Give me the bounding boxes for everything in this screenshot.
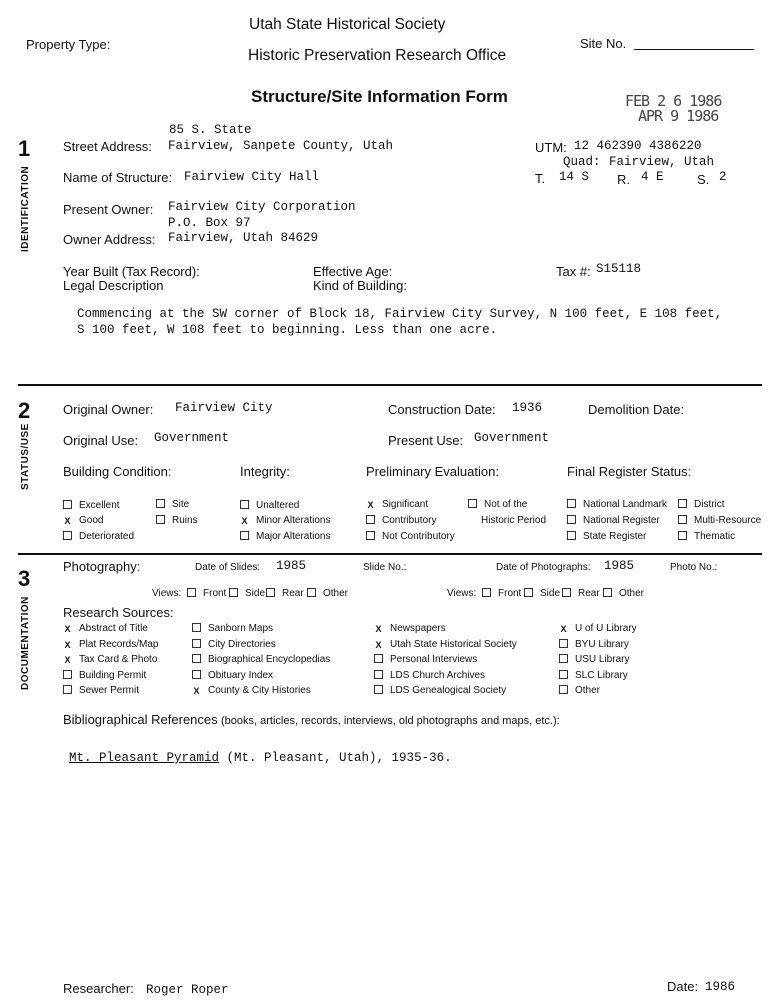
source-city-directories[interactable] [192, 639, 276, 650]
received-stamp-1: FEB 2 6 1986 [625, 92, 722, 110]
checkbox-label: Minor Alterations [256, 515, 331, 526]
section-divider-2 [18, 553, 762, 555]
demolition-date-label: Demolition Date: [588, 402, 685, 417]
photo-views-label: Views: [447, 588, 477, 599]
range-value: 4 E [641, 170, 664, 184]
legal-description-line2: S 100 feet, W 108 feet to beginning. Less than one acre. [77, 323, 498, 337]
checkbox-label: County & City Histories [208, 685, 311, 696]
final-register-status-label: Final Register Status: [567, 464, 692, 479]
checkbox-box[interactable] [482, 588, 491, 597]
checkbox-multi-resource[interactable] [678, 515, 761, 526]
checkbox-state-register[interactable] [567, 531, 646, 542]
checkbox-label: Side [540, 588, 561, 599]
checkbox-box-checked[interactable]: X [64, 624, 71, 634]
photo-no-label: Photo No.: [670, 562, 718, 573]
checkbox-box[interactable] [366, 515, 375, 524]
construction-date-label: Construction Date: [388, 402, 496, 417]
utm-value: 12 462390 4386220 [574, 139, 702, 153]
site-no-label: Site No. [580, 36, 627, 51]
checkbox-box-checked[interactable]: X [375, 624, 382, 634]
checkbox-label: Tax Card & Photo [79, 654, 158, 665]
slide-view-other[interactable] [307, 588, 348, 599]
received-stamp-2: APR 9 1986 [638, 107, 719, 125]
tax-number-label: Tax #: [556, 264, 591, 279]
checkbox-label: Contributory [382, 515, 437, 526]
checkbox-label: Newspapers [390, 623, 446, 634]
checkbox-label: U of U Library [575, 623, 637, 634]
source-plat-records[interactable] [63, 639, 158, 650]
checkbox-box[interactable] [559, 639, 568, 648]
street-address-line2: Fairview, Sanpete County, Utah [168, 139, 394, 153]
checkbox-box[interactable] [240, 531, 249, 540]
section-3-label: DOCUMENTATION [20, 596, 31, 690]
checkbox-label: Sewer Permit [79, 685, 140, 696]
checkbox-not-of-historic-period[interactable] [468, 499, 527, 510]
bibliography-entry [69, 751, 452, 765]
present-owner-label: Present Owner: [63, 202, 154, 217]
bibliography-details: (Mt. Pleasant, Utah), 1935-36. [219, 751, 452, 765]
section-2-label: STATUS/USE [20, 423, 31, 490]
source-slc-library[interactable] [559, 670, 628, 681]
checkbox-label: Rear [578, 588, 600, 599]
checkbox-box[interactable] [63, 500, 72, 509]
section-label: S. [697, 172, 710, 187]
checkbox-label: Other [619, 588, 645, 599]
checkbox-national-landmark[interactable] [567, 499, 667, 510]
checkbox-box[interactable] [192, 670, 201, 679]
checkbox-box[interactable] [374, 670, 383, 679]
slide-no-label: Slide No.: [363, 562, 407, 573]
checkbox-box[interactable] [156, 515, 165, 524]
present-owner-value: Fairview City Corporation [168, 200, 356, 214]
checkbox-label: Significant [382, 499, 429, 510]
checkbox-label: Utah State Historical Society [390, 639, 517, 650]
checkbox-box[interactable] [562, 588, 571, 597]
checkbox-thematic[interactable] [678, 531, 735, 542]
checkbox-box[interactable] [567, 531, 576, 540]
photo-view-front[interactable] [482, 588, 521, 599]
section-value: 2 [719, 170, 727, 184]
structure-name-value: Fairview City Hall [184, 170, 320, 184]
structure-name-label: Name of Structure: [63, 170, 173, 185]
tax-number-value: S15118 [596, 262, 642, 276]
original-use-label: Original Use: [63, 433, 139, 448]
checkbox-box-checked[interactable]: X [560, 624, 567, 634]
date-of-photographs-label: Date of Photographs: [496, 562, 591, 573]
utm-label: UTM: [535, 140, 567, 155]
source-byu-library[interactable] [559, 639, 629, 650]
checkbox-label: Biographical Encyclopedias [208, 654, 331, 665]
slide-view-rear[interactable] [266, 588, 304, 599]
township-value: 14 S [559, 170, 590, 184]
photo-view-rear[interactable] [562, 588, 600, 599]
historic-period-label: Historic Period [481, 515, 547, 526]
building-condition-label: Building Condition: [63, 464, 172, 479]
present-use-label: Present Use: [388, 433, 464, 448]
checkbox-major-alterations[interactable] [240, 531, 330, 542]
checkbox-site[interactable] [156, 499, 189, 510]
checkbox-box[interactable] [468, 499, 477, 508]
source-sanborn-maps[interactable] [192, 623, 273, 634]
bibliographical-references-label: Bibliographical References [63, 712, 218, 727]
street-address-label: Street Address: [63, 139, 152, 154]
date-label: Date: [667, 979, 699, 994]
checkbox-box[interactable] [63, 670, 72, 679]
range-label: R. [617, 172, 630, 187]
checkbox-box[interactable] [678, 531, 687, 540]
checkbox-label: Other [575, 685, 601, 696]
checkbox-label: Deteriorated [79, 531, 135, 542]
checkbox-box-checked[interactable]: X [64, 655, 71, 665]
slide-view-front[interactable] [187, 588, 226, 599]
section-1-number: 1 [18, 136, 31, 161]
construction-date-value: 1936 [512, 401, 543, 415]
checkbox-ruins[interactable] [156, 515, 198, 526]
source-other[interactable] [559, 685, 600, 696]
owner-address-label: Owner Address: [63, 232, 156, 247]
checkbox-label: Obituary Index [208, 670, 274, 681]
checkbox-label: Side [245, 588, 266, 599]
bibliography-title: Mt. Pleasant Pyramid [69, 751, 220, 765]
checkbox-label: Front [498, 588, 522, 599]
org-name: Utah State Historical Society [249, 16, 446, 33]
checkbox-box[interactable] [374, 654, 383, 663]
office-name: Historic Preservation Research Office [248, 47, 507, 64]
source-building-permit[interactable] [63, 670, 146, 681]
photo-view-other[interactable] [603, 588, 644, 599]
checkbox-label: Excellent [79, 500, 120, 511]
checkbox-label: State Register [583, 531, 647, 542]
year-built-label: Year Built (Tax Record): [63, 264, 200, 279]
checkbox-label: Building Permit [79, 670, 147, 681]
present-use-value: Government [474, 431, 550, 445]
checkbox-box[interactable] [567, 515, 576, 524]
source-personal-interviews[interactable] [374, 654, 477, 665]
checkbox-box[interactable] [192, 639, 201, 648]
checkbox-box-checked[interactable]: X [193, 686, 200, 696]
quad-label: Quad: [563, 155, 601, 169]
source-ushs[interactable] [374, 639, 517, 650]
checkbox-label: USU Library [575, 654, 630, 665]
checkbox-label: Abstract of Title [79, 623, 148, 634]
original-owner-value: Fairview City [175, 401, 273, 415]
checkbox-label: Sanborn Maps [208, 623, 274, 634]
source-u-of-u-library[interactable] [559, 623, 637, 634]
checkbox-label: Multi-Resource [694, 515, 762, 526]
checkbox-box[interactable] [266, 588, 275, 597]
checkbox-label: Other [323, 588, 349, 599]
property-type-label: Property Type: [26, 37, 111, 52]
original-use-value: Government [154, 431, 230, 445]
checkbox-box[interactable] [559, 654, 568, 663]
checkbox-label: LDS Genealogical Society [390, 685, 507, 696]
checkbox-box[interactable] [559, 670, 568, 679]
kind-of-building-label: Kind of Building: [313, 278, 407, 293]
checkbox-label: Rear [282, 588, 304, 599]
checkbox-box[interactable] [192, 654, 201, 663]
section-1-label: IDENTIFICATION [20, 165, 31, 252]
integrity-label: Integrity: [240, 464, 290, 479]
checkbox-label: Unaltered [256, 500, 300, 511]
checkbox-label: Ruins [172, 515, 198, 526]
checkbox-deteriorated[interactable] [63, 531, 134, 542]
section-3-number: 3 [18, 566, 31, 591]
checkbox-not-contributory[interactable] [366, 531, 455, 542]
checkbox-box[interactable] [524, 588, 533, 597]
checkbox-box[interactable] [156, 499, 165, 508]
source-lds-archives[interactable] [374, 670, 485, 681]
checkbox-box-checked[interactable]: X [241, 516, 248, 526]
checkbox-national-register[interactable] [567, 515, 660, 526]
section-divider-1 [18, 384, 762, 386]
checkbox-box[interactable] [559, 685, 568, 694]
checkbox-unaltered[interactable] [240, 500, 299, 511]
checkbox-box[interactable] [366, 531, 375, 540]
checkbox-box-checked[interactable]: X [64, 640, 71, 650]
bibliographical-references-hint: (books, articles, records, interviews, old photographs and maps, etc.): [221, 715, 560, 727]
legal-description-label: Legal Description [63, 278, 164, 293]
checkbox-label: Not Contributory [382, 531, 455, 542]
checkbox-box[interactable] [229, 588, 238, 597]
photo-view-side[interactable] [524, 588, 560, 599]
owner-address-line2: Fairview, Utah 84629 [168, 231, 319, 245]
slide-views-label: Views: [152, 588, 182, 599]
source-sewer-permit[interactable] [63, 685, 139, 696]
quad-value: Fairview, Utah [609, 155, 715, 169]
source-lds-genealogical[interactable] [374, 685, 506, 696]
checkbox-label: Plat Records/Map [79, 639, 159, 650]
checkbox-box[interactable] [567, 499, 576, 508]
bibliographical-references-heading [63, 712, 560, 727]
checkbox-district[interactable] [678, 499, 725, 510]
researcher-label: Researcher: [63, 981, 134, 996]
checkbox-minor-alterations[interactable] [240, 515, 330, 526]
checkbox-label: National Landmark [583, 499, 667, 510]
checkbox-label: LDS Church Archives [390, 670, 486, 681]
form-title: Structure/Site Information Form [251, 87, 508, 106]
checkbox-box[interactable] [678, 515, 687, 524]
site-no-line [634, 49, 754, 50]
checkbox-label: Thematic [694, 531, 736, 542]
date-of-slides-value: 1985 [276, 559, 307, 573]
checkbox-box[interactable] [678, 499, 687, 508]
source-county-histories[interactable] [192, 685, 311, 696]
checkbox-box[interactable] [240, 500, 249, 509]
checkbox-box-checked[interactable]: X [367, 500, 374, 510]
checkbox-box[interactable] [63, 531, 72, 540]
township-label: T. [535, 171, 546, 186]
street-address-line1: 85 S. State [169, 123, 252, 137]
checkbox-label: BYU Library [575, 639, 629, 650]
checkbox-label: City Directories [208, 639, 276, 650]
source-newspapers[interactable] [374, 623, 446, 634]
source-biographical[interactable] [192, 654, 330, 665]
checkbox-box[interactable] [374, 685, 383, 694]
checkbox-box[interactable] [63, 685, 72, 694]
checkbox-box[interactable] [307, 588, 316, 597]
checkbox-box-checked[interactable]: X [64, 516, 71, 526]
effective-age-label: Effective Age: [313, 264, 393, 279]
date-value: 1986 [705, 980, 736, 994]
checkbox-label: Personal Interviews [390, 654, 478, 665]
researcher-value: Roger Roper [146, 983, 229, 997]
checkbox-significant[interactable] [366, 499, 428, 510]
source-abstract-of-title[interactable] [63, 623, 148, 634]
checkbox-label: Major Alterations [256, 531, 331, 542]
source-obituary-index[interactable] [192, 670, 273, 681]
source-usu-library[interactable] [559, 654, 629, 665]
preliminary-evaluation-label: Preliminary Evaluation: [366, 464, 499, 479]
date-of-slides-label: Date of Slides: [195, 562, 261, 573]
original-owner-label: Original Owner: [63, 402, 154, 417]
checkbox-label: District [694, 499, 725, 510]
checkbox-box[interactable] [187, 588, 196, 597]
checkbox-good[interactable] [63, 515, 103, 526]
checkbox-box[interactable] [603, 588, 612, 597]
research-sources-label: Research Sources: [63, 605, 174, 620]
checkbox-label: National Register [583, 515, 660, 526]
section-2-number: 2 [18, 398, 31, 423]
checkbox-label: Good [79, 515, 104, 526]
checkbox-label: SLC Library [575, 670, 628, 681]
source-tax-card[interactable] [63, 654, 157, 665]
checkbox-label: Not of the [484, 499, 528, 510]
checkbox-contributory[interactable] [366, 515, 436, 526]
checkbox-excellent[interactable] [63, 500, 120, 511]
date-of-photographs-value: 1985 [604, 559, 635, 573]
owner-address-line1: P.O. Box 97 [168, 216, 251, 230]
checkbox-label: Front [203, 588, 227, 599]
slide-view-side[interactable] [229, 588, 265, 599]
photography-label: Photography: [63, 559, 141, 574]
checkbox-box[interactable] [192, 623, 201, 632]
checkbox-box-checked[interactable]: X [375, 640, 382, 650]
legal-description-line1: Commencing at the SW corner of Block 18, Fairview City Survey, N 100 feet, E 108 feet, [77, 307, 723, 321]
checkbox-label: Site [172, 499, 190, 510]
